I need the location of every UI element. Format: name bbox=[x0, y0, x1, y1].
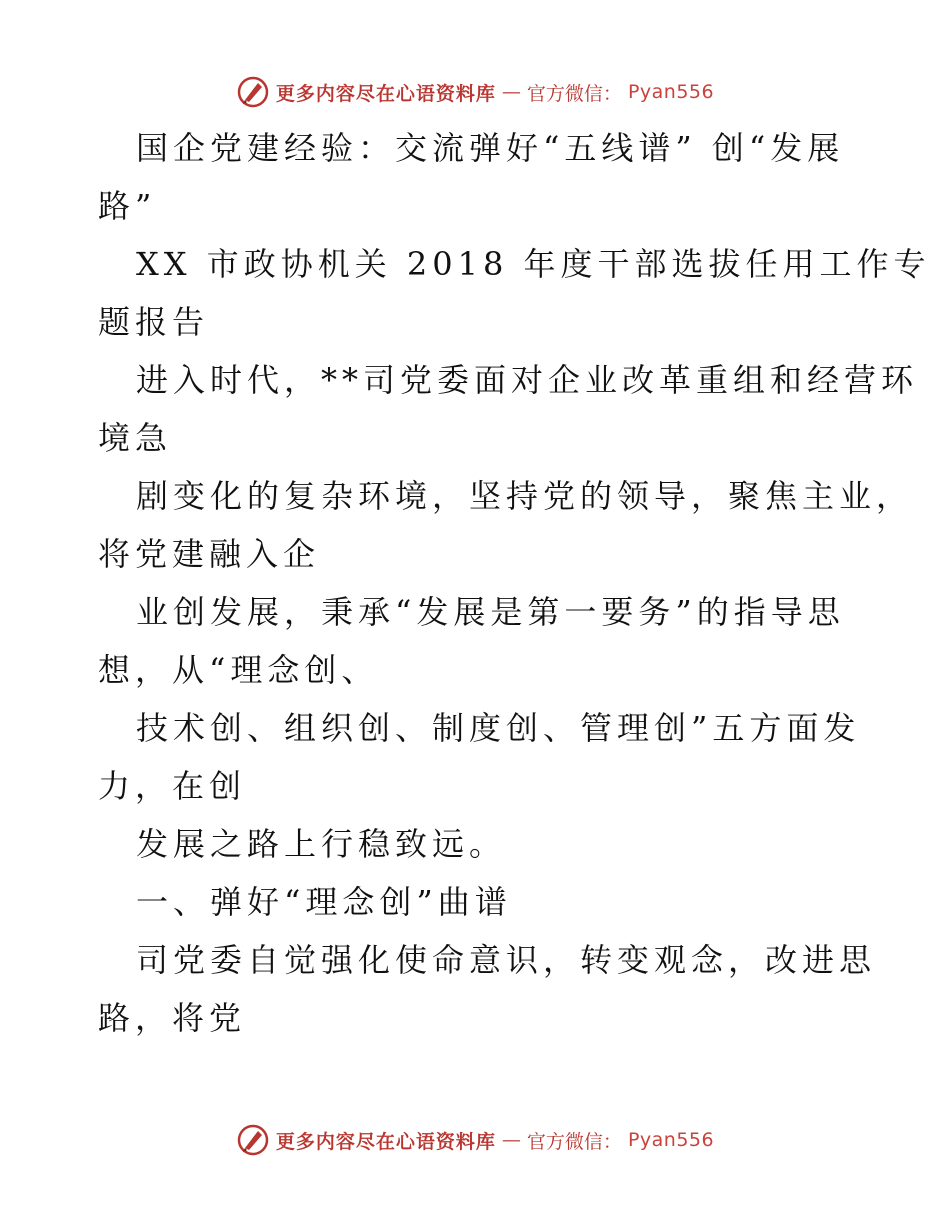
paragraph-line: 将党建融入企 bbox=[98, 535, 321, 573]
watermark-label: 官方微信： bbox=[526, 82, 622, 105]
paragraph-line: 业创发展，秉承“发展是第一要务”的指导思 bbox=[136, 593, 845, 631]
document-title-line-1: 国企党建经验：交流弹好“五线谱” 创“发展 bbox=[136, 129, 845, 167]
quill-pen-icon bbox=[236, 1123, 270, 1157]
section-heading: 一、弹好“理念创”曲谱 bbox=[136, 883, 512, 921]
paragraph-line: 力，在创 bbox=[98, 767, 247, 805]
watermark-wechat-id: Pyan556 bbox=[627, 1129, 715, 1151]
paragraph-line: 路，将党 bbox=[98, 999, 247, 1037]
watermark-main-text: 更多内容尽在心语资料库 bbox=[275, 82, 496, 105]
footer-watermark bbox=[0, 1120, 950, 1160]
paragraph-line: 进入时代，**司党委面对企业改革重组和经营环 bbox=[136, 361, 919, 399]
document-subtitle-line-1: XX 市政协机关 2018 年度干部选拔任用工作专 bbox=[136, 245, 931, 283]
document-subtitle-line-2: 题报告 bbox=[98, 303, 210, 341]
document-title-line-2: 路” bbox=[98, 187, 157, 225]
paragraph-line: 发展之路上行稳致远。 bbox=[136, 825, 507, 863]
document-body bbox=[98, 119, 931, 1047]
paragraph-line: 技术创、组织创、制度创、管理创”五方面发 bbox=[136, 709, 861, 747]
watermark-label: 官方微信： bbox=[526, 1130, 622, 1153]
paragraph-line: 境急 bbox=[98, 419, 173, 457]
paragraph-line: 想，从“理念创、 bbox=[98, 651, 379, 689]
watermark-separator: — bbox=[501, 81, 521, 103]
paragraph-line: 剧变化的复杂环境，坚持党的领导，聚焦主业， bbox=[136, 477, 914, 515]
header-watermark bbox=[0, 72, 950, 112]
quill-pen-icon bbox=[236, 75, 270, 109]
paragraph-line: 司党委自觉强化使命意识，转变观念，改进思 bbox=[136, 941, 877, 979]
watermark-wechat-id: Pyan556 bbox=[627, 81, 715, 103]
watermark-main-text: 更多内容尽在心语资料库 bbox=[275, 1130, 496, 1153]
watermark-separator: — bbox=[501, 1129, 521, 1151]
